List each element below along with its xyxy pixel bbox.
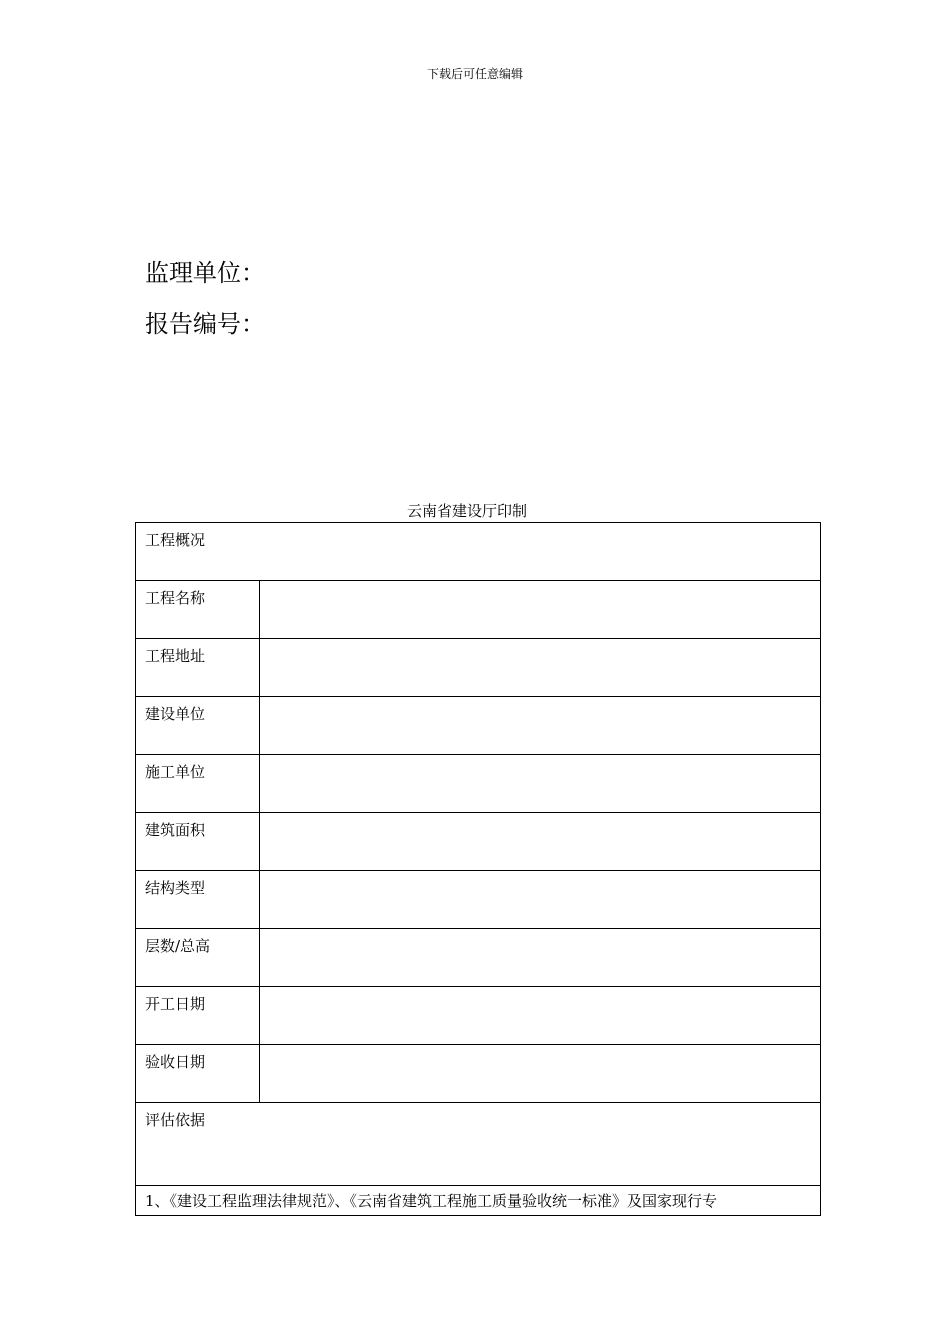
row-label-acceptance-date: 验收日期	[136, 1045, 260, 1103]
row-value-floors-height[interactable]	[260, 929, 821, 987]
row-label-project-name: 工程名称	[136, 581, 260, 639]
row-value-project-name[interactable]	[260, 581, 821, 639]
basis-clause-row	[136, 1186, 821, 1216]
header-note: 下载后可任意编辑	[426, 67, 523, 81]
row-label-building-area: 建筑面积	[136, 813, 260, 871]
table-row	[136, 929, 821, 987]
overview-title: 工程概况	[136, 523, 821, 581]
table-row	[136, 755, 821, 813]
project-info-table	[135, 522, 821, 1216]
printed-by-text: 云南省建设厅印制	[406, 502, 527, 520]
row-value-building-area[interactable]	[260, 813, 821, 871]
table-row	[136, 639, 821, 697]
row-label-owner-unit: 建设单位	[136, 697, 260, 755]
report-number-label: 报告编号：	[145, 310, 265, 338]
table-row	[136, 871, 821, 929]
table-row	[136, 697, 821, 755]
table-row	[136, 813, 821, 871]
row-value-acceptance-date[interactable]	[260, 1045, 821, 1103]
table-row	[136, 1045, 821, 1103]
row-label-structure-type: 结构类型	[136, 871, 260, 929]
basis-title: 评估依据	[136, 1103, 821, 1186]
basis-row	[136, 1103, 821, 1186]
supervision-unit-label: 监理单位：	[145, 259, 265, 287]
overview-row	[136, 523, 821, 581]
basis-clause-1: 1、《建设工程监理法律规范》、《云南省建筑工程施工质量验收统一标准》及国家现行专	[136, 1186, 821, 1216]
row-label-start-date: 开工日期	[136, 987, 260, 1045]
table-row	[136, 987, 821, 1045]
row-value-project-address[interactable]	[260, 639, 821, 697]
row-value-start-date[interactable]	[260, 987, 821, 1045]
row-value-owner-unit[interactable]	[260, 697, 821, 755]
row-value-structure-type[interactable]	[260, 871, 821, 929]
table-row	[136, 581, 821, 639]
row-label-project-address: 工程地址	[136, 639, 260, 697]
row-value-construction-unit[interactable]	[260, 755, 821, 813]
row-label-construction-unit: 施工单位	[136, 755, 260, 813]
row-label-floors-height: 层数/总高	[136, 929, 260, 987]
